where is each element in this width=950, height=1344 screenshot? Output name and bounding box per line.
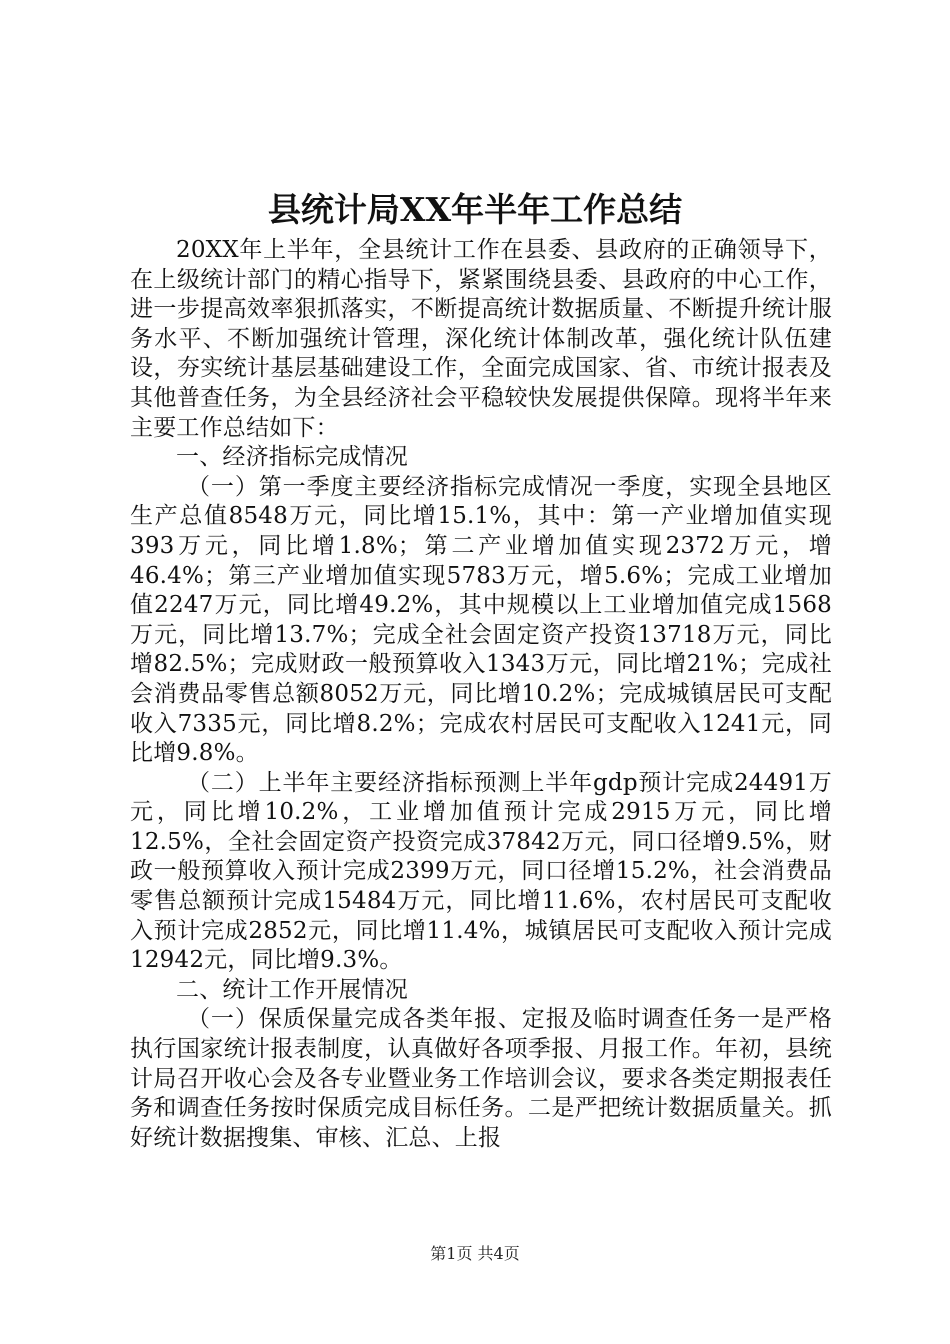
subsection-paragraph-1-1: （一）第一季度主要经济指标完成情况一季度，实现全县地区生产总值8548万元，同比增15.1%，其中：第一产业增加值实现393万元，同比增1.8%；第二产业增加值实现2372万元，增46.4%；第三产业增加值实现5783万元，增5.6%；完成工业增加值2247万元，同比增49.2%，其中规模以上工业增加值完成1568万元，同比增13.7%；完成全社会固定资产投资13718万元，同比增82.5%；完成财政一般预算收入1343万元，同比增21%；完成社会消费品零售总额8052万元，同比增10.2%；完成城镇居民可支配收入7335元，同比增8.2%；完成农村居民可支配收入1241元，同比增9.8%。	[130, 473, 832, 767]
document-body	[130, 236, 832, 1153]
intro-paragraph: 20XX年上半年，全县统计工作在县委、县政府的正确领导下，在上级统计部门的精心指导下，紧紧围绕县委、县政府的中心工作，进一步提高效率狠抓落实，不断提高统计数据质量、不断提升统计服务水平、不断加强统计管理，深化统计体制改革，强化统计队伍建设，夯实统计基层基础建设工作，全面完成国家、省、市统计报表及其他普查任务，为全县经济社会平稳较快发展提供保障。现将半年来主要工作总结如下：	[130, 237, 832, 441]
section-heading-2: 二、统计工作开展情况	[176, 976, 408, 1003]
subsection-paragraph-1-2: （二）上半年主要经济指标预测上半年gdp预计完成24491万元，同比增10.2%，工业增加值预计完成2915万元，同比增12.5%，全社会固定资产投资完成37842万元，同口径增9.5%，财政一般预算收入预计完成2399万元，同口径增15.2%，社会消费品零售总额预计完成15484万元，同比增11.6%，农村居民可支配收入预计完成2852元，同比增11.4%，城镇居民可支配收入预计完成12942元，同比增9.3%。	[130, 769, 832, 974]
section-heading-1: 一、经济指标完成情况	[176, 444, 408, 471]
document-title: 县统计局XX年半年工作总结	[267, 190, 683, 229]
subsection-paragraph-2-1: （一）保质保量完成各类年报、定报及临时调查任务一是严格执行国家统计报表制度，认真做好各项季报、月报工作。年初，县统计局召开收心会及各专业暨业务工作培训会议，要求各类定期报表任务和调查任务按时保质完成目标任务。二是严把统计数据质量关。抓好统计数据搜集、审核、汇总、上报	[130, 1006, 832, 1151]
page-footer: 第1页 共4页	[430, 1244, 520, 1263]
